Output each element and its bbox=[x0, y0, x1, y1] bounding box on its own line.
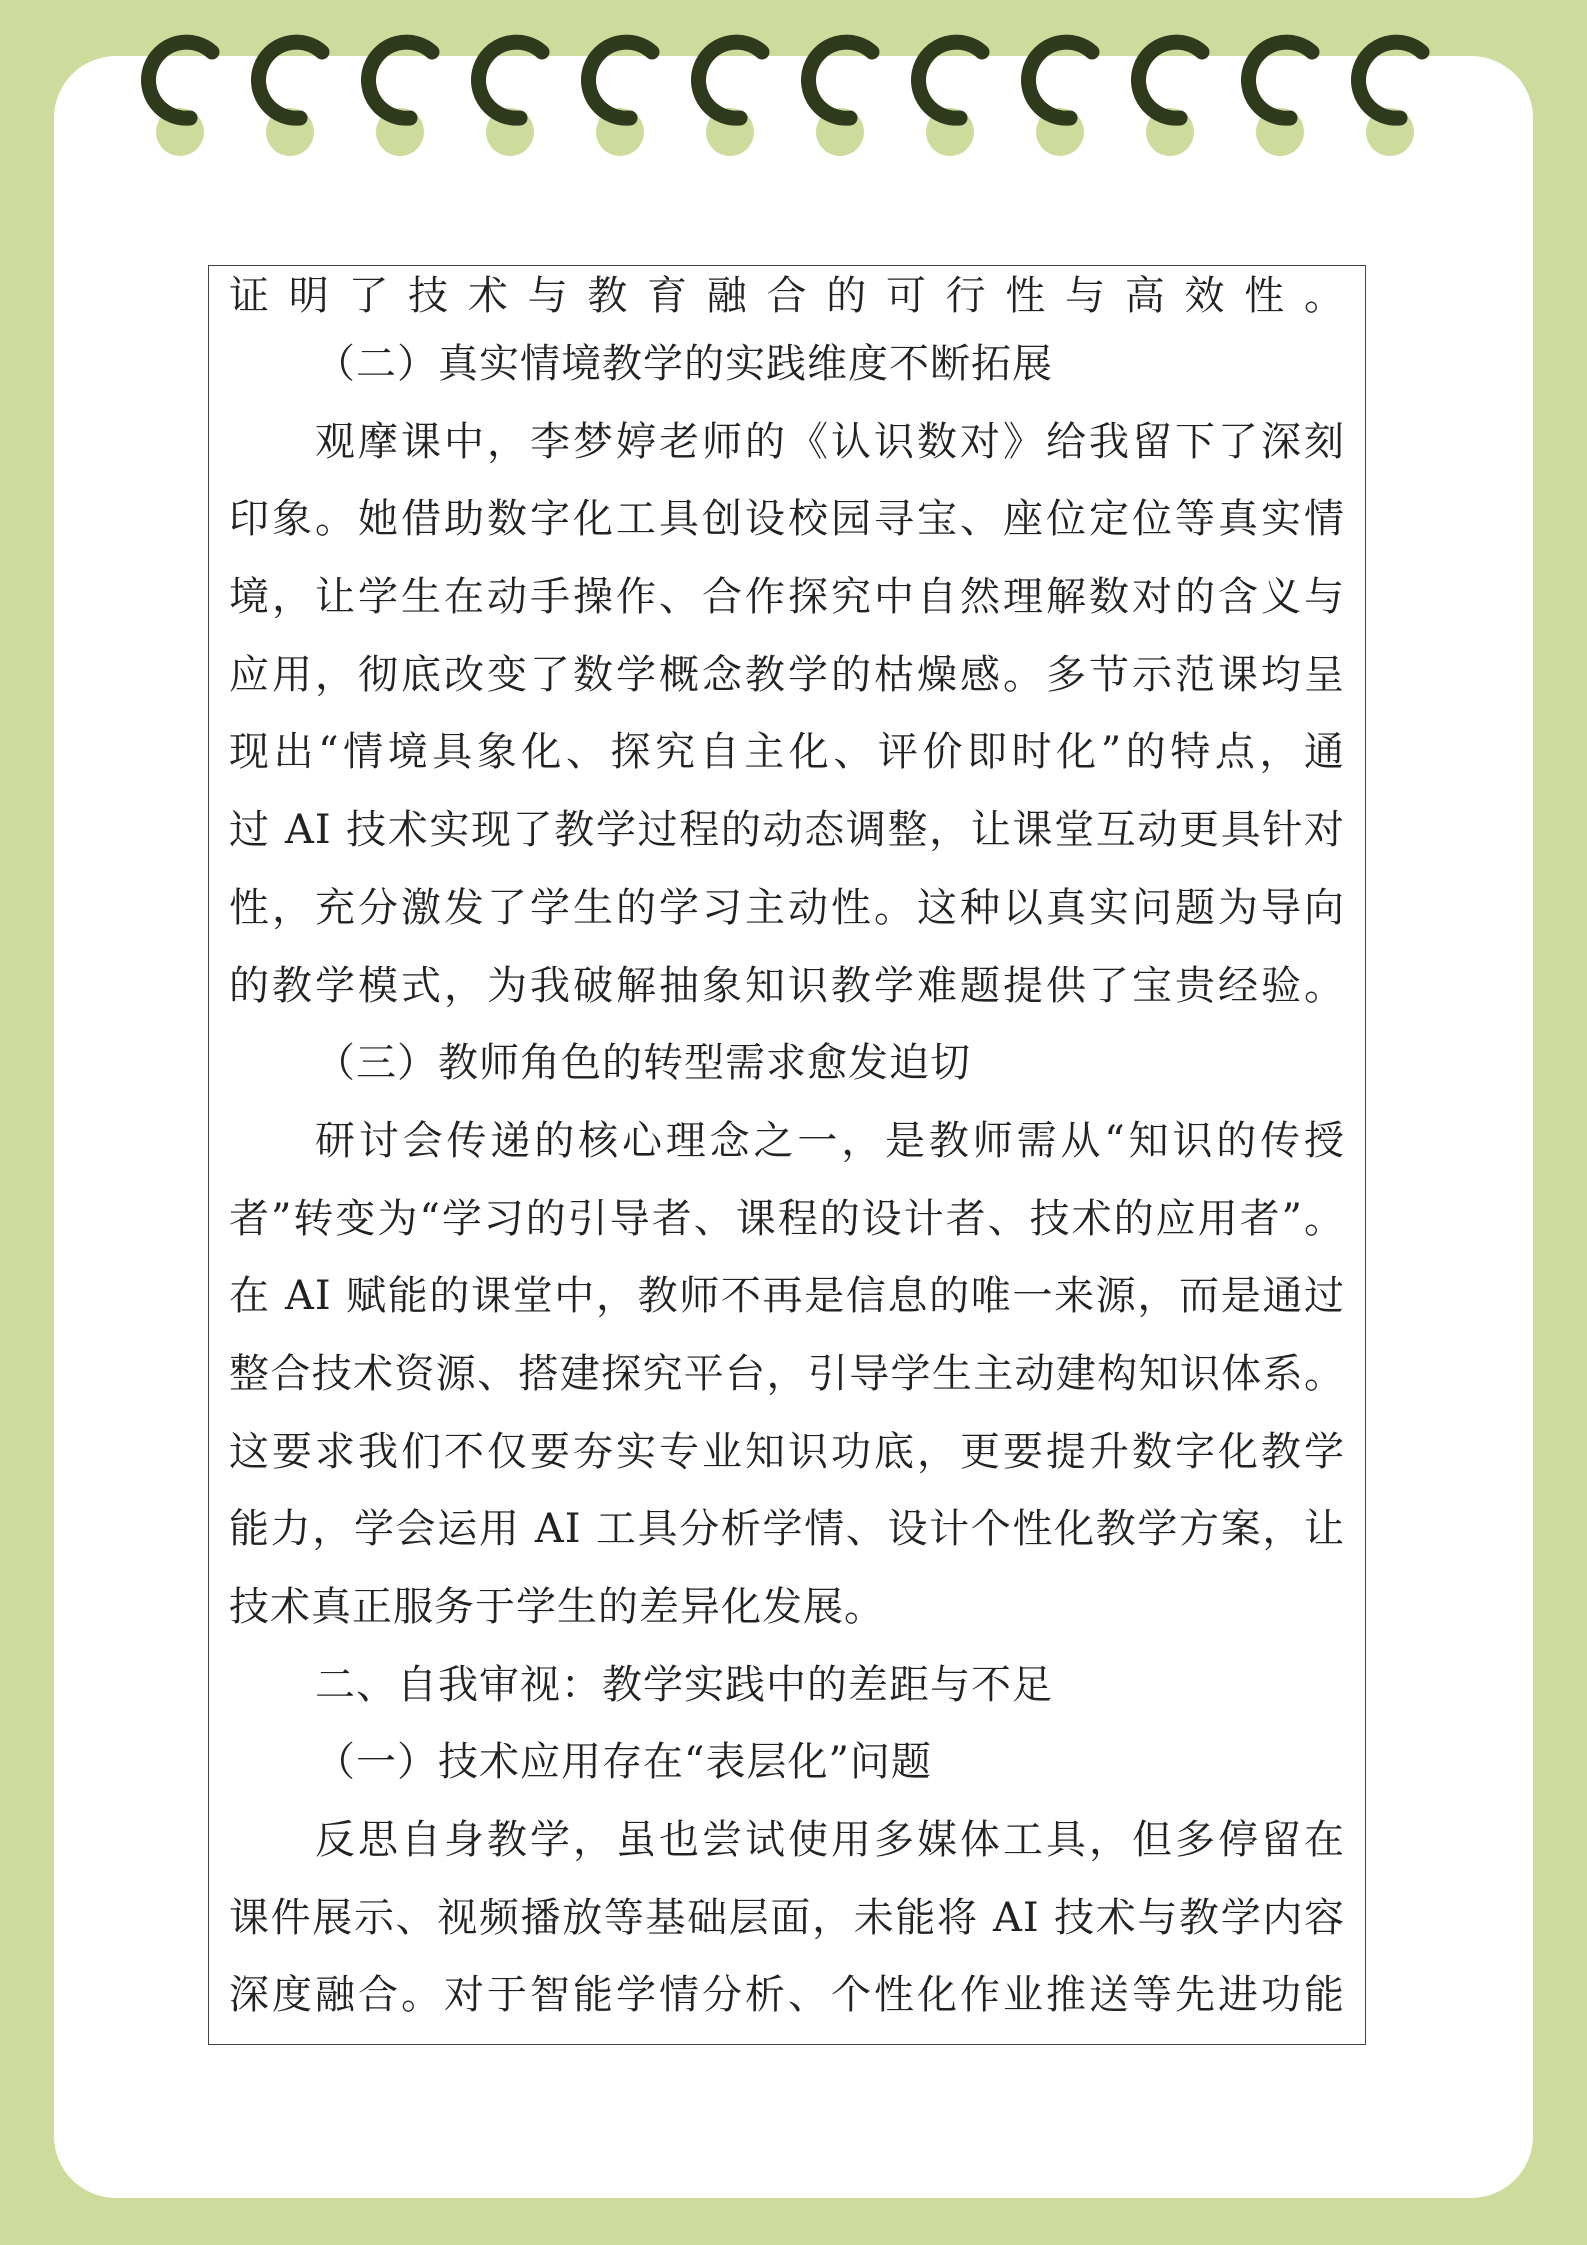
binding-ring-arc bbox=[1028, 42, 1092, 118]
section-heading: 二、自我审视：教学实践中的差距与不足 bbox=[315, 1661, 1053, 1708]
binding-ring bbox=[258, 42, 322, 156]
section-heading: （三）教师角色的转型需求愈发迫切 bbox=[315, 1040, 971, 1087]
binding-ring bbox=[1358, 42, 1422, 156]
binding-ring bbox=[808, 42, 872, 156]
binding-ring-arc bbox=[808, 42, 872, 118]
binding-ring-arc bbox=[368, 42, 432, 118]
document-text-box bbox=[208, 265, 1366, 2045]
text-line: 过 AI 技术实现了教学过程的动态调整，让课堂互动更具针对 bbox=[229, 807, 1345, 854]
binding-ring-arc bbox=[478, 42, 542, 118]
text-line: 能力，学会运用 AI 工具分析学情、设计个性化教学方案，让 bbox=[229, 1506, 1345, 1553]
text-line: 观摩课中，李梦婷老师的《认识数对》给我留下了深刻 bbox=[315, 418, 1345, 465]
binding-ring-arc bbox=[698, 42, 762, 118]
binding-ring-arc bbox=[1138, 42, 1202, 118]
text-line: 印象。她借助数字化工具创设校园寻宝、座位定位等真实情 bbox=[229, 496, 1345, 543]
text-line: 的教学模式，为我破解抽象知识教学难题提供了宝贵经验。 bbox=[229, 962, 1345, 1009]
binding-ring-arc bbox=[148, 42, 212, 118]
text-line: 课件展示、视频播放等基础层面，未能将 AI 技术与教学内容 bbox=[229, 1894, 1345, 1941]
text-line: 技术真正服务于学生的差异化发展。 bbox=[229, 1584, 885, 1630]
binding-ring bbox=[1138, 42, 1202, 156]
binding-ring bbox=[478, 42, 542, 156]
text-line: 在 AI 赋能的课堂中，教师不再是信息的唯一来源，而是通过 bbox=[229, 1273, 1345, 1320]
binding-ring-arc bbox=[588, 42, 652, 118]
text-line: 整合技术资源、搭建探究平台，引导学生主动建构知识体系。 bbox=[229, 1350, 1345, 1397]
binding-ring-arc bbox=[258, 42, 322, 118]
text-line: 现出“情境具象化、探究自主化、评价即时化”的特点，通 bbox=[229, 729, 1345, 776]
text-line: 应用，彻底改变了数学概念教学的枯燥感。多节示范课均呈 bbox=[229, 651, 1345, 698]
text-line: 性，充分激发了学生的学习主动性。这种以真实问题为导向 bbox=[229, 884, 1345, 931]
binding-ring bbox=[368, 42, 432, 156]
binding-ring bbox=[148, 42, 212, 156]
binding-ring bbox=[588, 42, 652, 156]
binding-ring bbox=[698, 42, 762, 156]
binding-ring-arc bbox=[918, 42, 982, 118]
binding-ring bbox=[918, 42, 982, 156]
binding-ring-arc bbox=[1248, 42, 1312, 118]
binding-ring-arc bbox=[1358, 42, 1422, 118]
section-heading: （一）技术应用存在“表层化”问题 bbox=[315, 1739, 932, 1786]
text-line: 证明了技术与教育融合的可行性与高效性。 bbox=[229, 273, 1345, 319]
text-line: 深度融合。对于智能学情分析、个性化作业推送等先进功能 bbox=[229, 1972, 1345, 2019]
text-line: 研讨会传递的核心理念之一，是教师需从“知识的传授 bbox=[315, 1117, 1345, 1164]
section-heading: （二）真实情境教学的实践维度不断拓展 bbox=[315, 341, 1053, 387]
spiral-binding bbox=[0, 0, 1587, 170]
binding-ring bbox=[1028, 42, 1092, 156]
text-line: 这要求我们不仅要夯实专业知识功底，更要提升数字化教学 bbox=[229, 1428, 1345, 1475]
text-line: 者”转变为“学习的引导者、课程的设计者、技术的应用者”。 bbox=[229, 1195, 1345, 1242]
binding-ring bbox=[1248, 42, 1312, 156]
text-line: 境，让学生在动手操作、合作探究中自然理解数对的含义与 bbox=[229, 574, 1345, 621]
text-line: 反思自身教学，虽也尝试使用多媒体工具，但多停留在 bbox=[315, 1817, 1345, 1864]
